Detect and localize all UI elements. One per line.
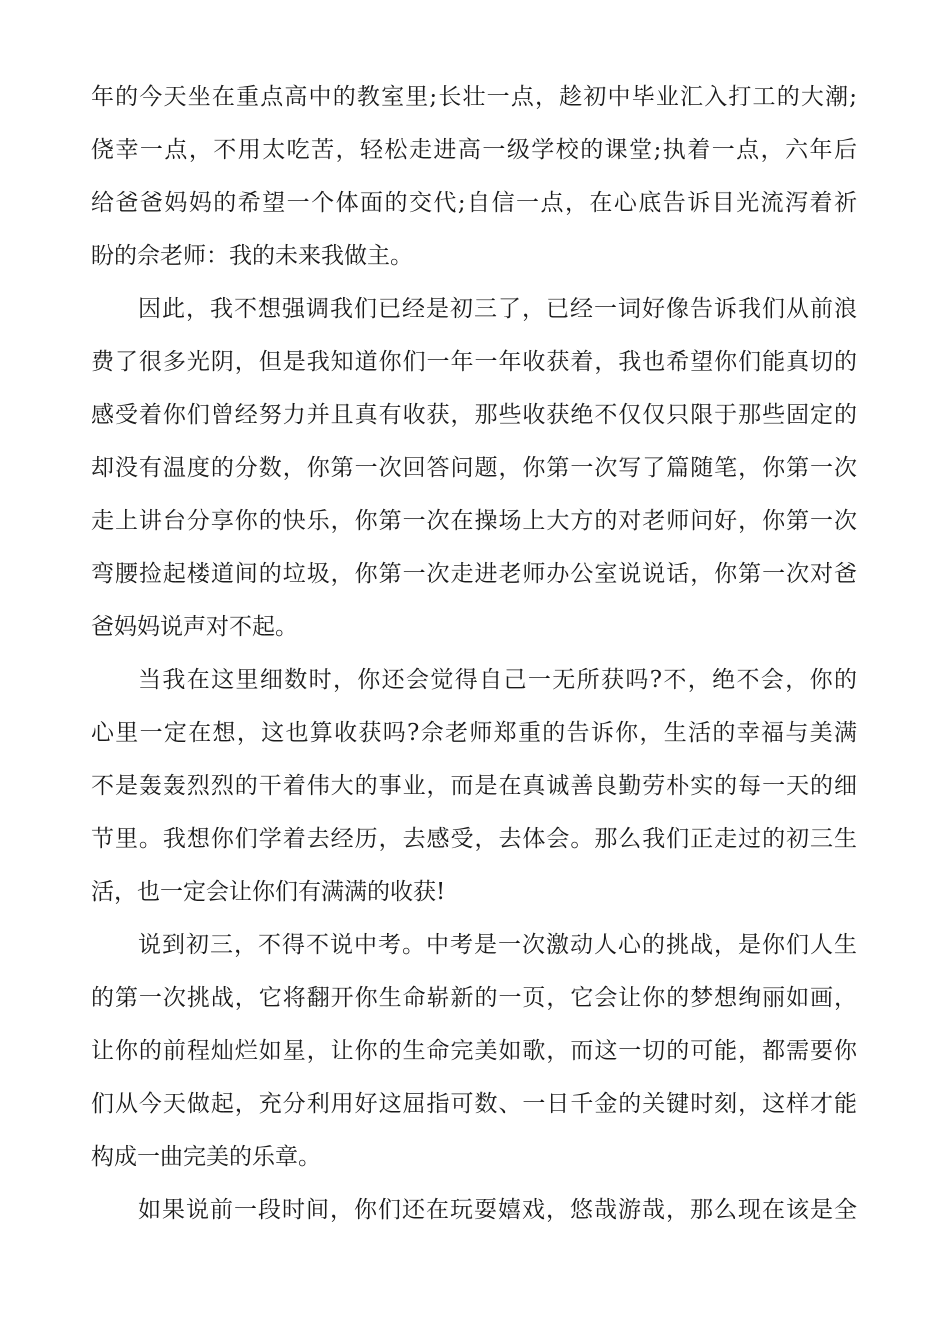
line-text: 当我在这里细数时，你还会觉得自己一无所获吗?不，绝不会，你的	[138, 667, 857, 693]
line-text: 盼的佘老师：我的未来我做主。	[91, 243, 413, 269]
text-line	[0, 660, 950, 700]
line-text: 费了很多光阴，但是我知道你们一年一年收获着，我也希望你们能真切的	[91, 349, 857, 375]
line-text: 弯腰捡起楼道间的垃圾，你第一次走进老师办公室说说话，你第一次对爸	[91, 561, 857, 587]
text-line	[0, 1137, 950, 1177]
line-text: 爸妈妈说声对不起。	[91, 614, 298, 640]
line-text: 走上讲台分享你的快乐，你第一次在操场上大方的对老师问好，你第一次	[91, 508, 857, 534]
text-line	[0, 607, 950, 647]
line-text: 年的今天坐在重点高中的教室里;长壮一点，趁初中毕业汇入打工的大潮;	[91, 84, 857, 110]
text-line	[0, 77, 950, 117]
text-line	[0, 1084, 950, 1124]
text-line	[0, 342, 950, 382]
text-line	[0, 978, 950, 1018]
line-text: 活，也一定会让你们有满满的收获!	[91, 879, 446, 905]
text-line	[0, 872, 950, 912]
line-text: 说到初三，不得不说中考。中考是一次激动人心的挑战，是你们人生	[138, 932, 857, 958]
line-text: 让你的前程灿烂如星，让你的生命完美如歌，而这一切的可能，都需要你	[91, 1038, 857, 1064]
text-line	[0, 819, 950, 859]
text-line	[0, 448, 950, 488]
line-text: 不是轰轰烈烈的干着伟大的事业，而是在真诚善良勤劳朴实的每一天的细	[91, 773, 857, 799]
text-line	[0, 289, 950, 329]
text-line	[0, 183, 950, 223]
text-line	[0, 501, 950, 541]
line-text: 给爸爸妈妈的希望一个体面的交代;自信一点，在心底告诉目光流泻着祈	[91, 190, 857, 216]
line-text: 如果说前一段时间，你们还在玩耍嬉戏，悠哉游哉，那么现在该是全	[138, 1197, 857, 1223]
line-text: 节里。我想你们学着去经历，去感受，去体会。那么我们正走过的初三生	[91, 826, 857, 852]
line-text: 的第一次挑战，它将翻开你生命崭新的一页，它会让你的梦想绚丽如画，	[91, 985, 857, 1011]
line-text: 们从今天做起，充分利用好这屈指可数、一日千金的关键时刻，这样才能	[91, 1091, 857, 1117]
text-line	[0, 236, 950, 276]
text-line	[0, 925, 950, 965]
line-text: 心里一定在想，这也算收获吗?佘老师郑重的告诉你，生活的幸福与美满	[91, 720, 857, 746]
text-line	[0, 554, 950, 594]
text-line	[0, 713, 950, 753]
text-line	[0, 766, 950, 806]
text-line	[0, 395, 950, 435]
line-text: 构成一曲完美的乐章。	[91, 1144, 321, 1170]
line-text: 感受着你们曾经努力并且真有收获，那些收获绝不仅仅只限于那些固定的	[91, 402, 857, 428]
text-line	[0, 1190, 950, 1230]
line-text: 侥幸一点，不用太吃苦，轻松走进高一级学校的课堂;执着一点，六年后	[91, 137, 857, 163]
text-line	[0, 1031, 950, 1071]
text-line	[0, 130, 950, 170]
line-text: 却没有温度的分数，你第一次回答问题，你第一次写了篇随笔，你第一次	[91, 455, 857, 481]
line-text: 因此，我不想强调我们已经是初三了，已经一词好像告诉我们从前浪	[138, 296, 857, 322]
